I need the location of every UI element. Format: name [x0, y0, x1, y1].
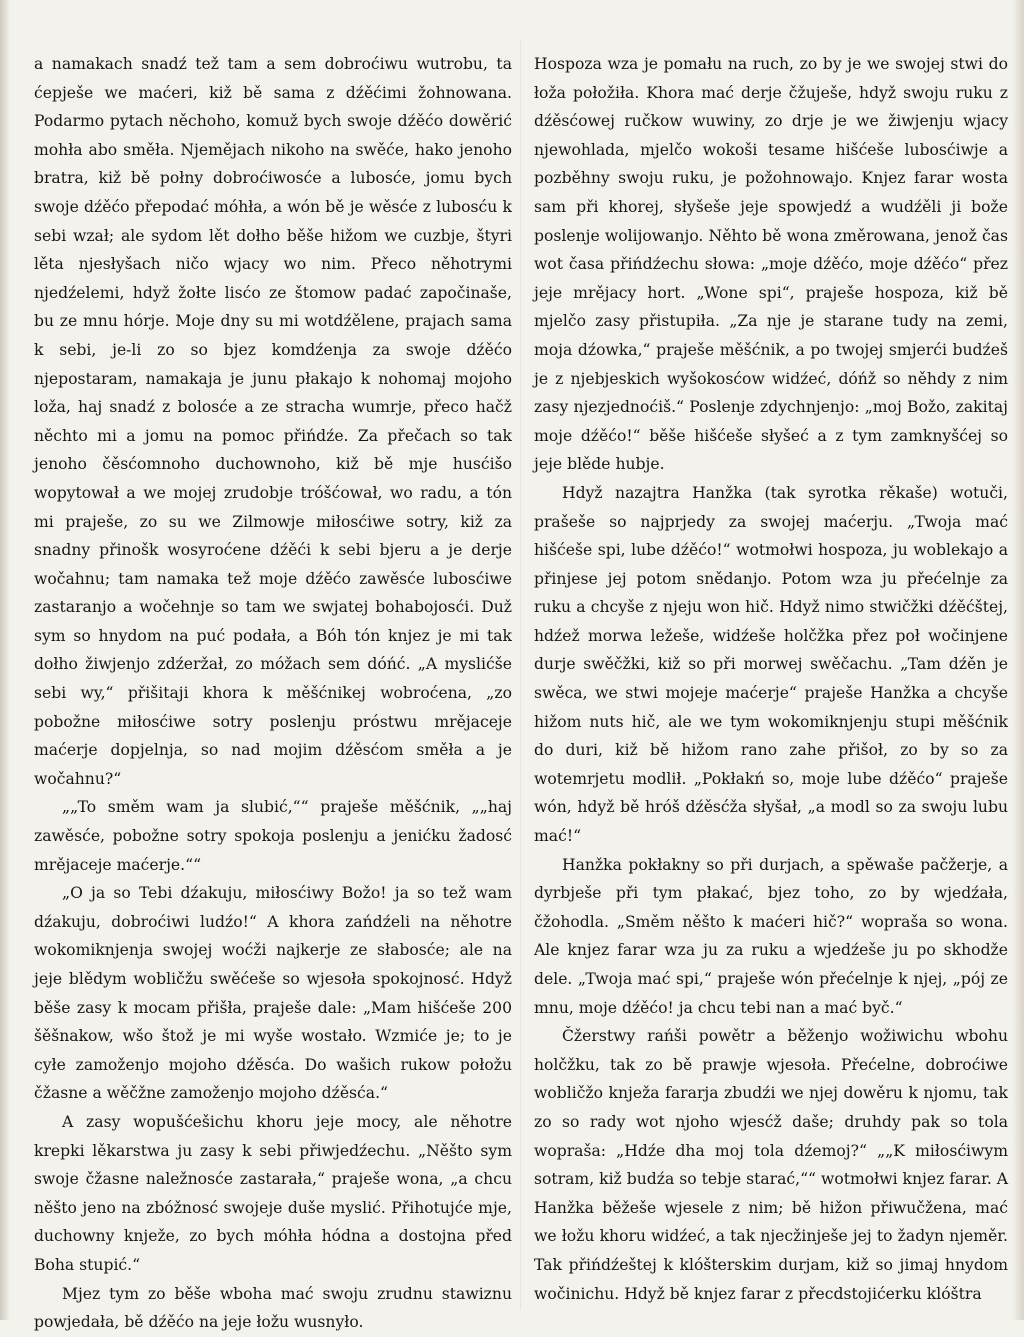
- paragraph: Čžerstwy rańši powětr a běženjo wožiwichu wbohu holčžku, tak zo bě prawje wjesoła. Přećelne, dobroćiwe wobličžo knježa fararja zbudźi we njej dowěru k njomu, tak zo so rady wot njoho wjesćž daše; druhdy pak so tola woprašа: „Hdźe dha moj tola dźemoj?“ „„K miłosćiwym sotram, kiž budźa so tebje starać,““ wotmołwi knjez farar. A Hanžka běžeše wjesele z nim; bě hižon přiwučžena, mać we łožu khoru widźeć, a tak njecžinješe jej to žadyn njeměr. Tak přińdźeštej k klóšterskim durjam, kiž so jimaj hnydom wočinichu. Hdyž bě knjez farar z přecdstojićerku klóštra: [534, 1027, 1008, 1303]
- paragraph: a namakach snadź tež tam a sem dobroćiwu wutrobu, ta ćepješe we maćeri, kiž bě sama z dźěćimi žohnowana. Podarmo pytach něchoho, komuž bych swoje dźěćo dowěrić mohła abo směła. Njemějach nikoho na swěće, hako jenoho bratra, kiž bě połny dobroćiwosće a lubosće, jomu bych swoje dźěćo přepodać móhła, a wón bě je wěsće z lubosću k sebi wzał; ale sydom lět dołho běše hižom we cuzbje, štyri lěta njesłyšach ničo wjacy wo nim. Přeco něhotrymi njedźelemi, hdyž žołte lisćo ze štomow padać započinaše, bu ze mnu hórje. Moje dny su mi wotdźělene, prajach sama k sebi, je-li zo so bjez komdźenja za swoje dźěćo njepostaram, namakaja je junu płakajo k nohomaj mojoho loža, haj snadź z bolosće a ze stracha wumrje, přeco hačž něchto mi a jomu na pomoc přińdźe. Za přečach so tak jenoho čěsćomnoho duchownoho, kiž bě mje husćišo wopytował a we mojej zrudobje tróšćował, wo radu, a tón mi praješe, zo su we Zilmowje miłosćiwe sotry, kiž za snadny přinošk wosyroćene dźěći k sebi bjeru a je derje wočahnu; tam namaka tež moje dźěćo zawěsće lubosćiwe zastaranjo a wočehnje so tam we swjatej bohabojosći. Duž sym so hnydom na puć podała, a Bóh tón knjez je mi tak dołho žiwjenjo zdźeržał, zo móžach sem dóńć. „A myslićše sebi wy,“ přišitaji khora k měšćnikej wobroćena, „zo pobožne miłosćiwe sotry poslenju próstwu mrějaceje maćerje dopjelnja, so nad mojim dźěsćom směła a je wočahnu?“: [34, 55, 512, 788]
- left-column: [34, 50, 512, 1337]
- paragraph: „O ja so Tebi dźakuju, miłosćiwy Božo! ja so tež wam dźakuju, dobroćiwi ludźo!“ A khora zańdźeli na něhotre wokomiknjenja swojej woćži najkerje ze słabosće; ale na jeje blědym wobličžu swěćeše so wjesoła spokojnosć. Hdyž běše zasy k mocam přišła, praješe dale: „Mam hišćeše 200 šěšnakow, wšo štož je mi wyše wostało. Wzmiće je; to je cyłe zamoženjo mojoho dźěsća. Do wašich rukow połožu čžasne a wěčžne zamoženjo mojoho dźěsća.“: [34, 884, 512, 1103]
- paragraph: A zasy wopušćešichu khoru jeje mocy, ale něhotre krepki lěkarstwa ju zasy k sebi přiwjedźechu. „Něšto sym swoje čžasne naležnosće zastarała,“ praješe wona, „a chcu něšto jeno na zbóžnosć swojeje duše myslić. Přihotujće mje, duchowny knježe, zo bych móhła hódna a dostojna před Boha stupić.“: [34, 1112, 512, 1274]
- page-edge-left: [0, 0, 10, 1320]
- right-column: [534, 50, 1008, 1308]
- paragraph: Mjez tym zo běše wboha mać swoju zrudnu stawiznu powjedała, bě dźěćo na jeje łožu wusnyło.: [34, 1284, 512, 1332]
- paragraph: Hospoza wza je pomału na ruch, zo by je we swojej stwi do łoža połožiła. Khora mać derje čžuješe, hdyž swoju ruku z dźěsćowej ručkow wuwiny, zo drje je we žiwjenju wjacy njewohlada, mjelčo wokoši tesame hišćeše lubosćiwje a pozběhny swoju ruku, je požohnowajo. Knjez farar wosta sam při khorej, słyšeše jeje spowjedź a wudźěli ji bože poslenje wolijowanjo. Něhto bě wona změrowana, jenož čas wot časa přińdźechu słowa: „moje dźěćo, moje dźěćo“ přez jeje mrějacy hort. „Wone spi“, praješe hospoza, kiž bě mjelčo zasy přistupiła. „Za nje je starane tudy na zemi, moja dźowka,“ praješe měšćnik, a po twojej smjerći budźeš je z njebjeskich wyšokosćow widźeć, dóńž so něhdy z nim zasy njezjednoćiš.“ Poslenje zdychnjenjo: „moj Božo, zakitaj moje dźěćo!“ běše hišćeše słyšeć a z tym zamknyšćej so jeje blěde hubje.: [534, 55, 1008, 474]
- paragraph: Hdyž nazajtra Hanžka (tak syrotka rěkaše) wotuči, prašeše so najprjedy za swojej maćerju. „Twoja mać hišćeše spi, lube dźěćo!“ wotmołwi hospoza, ju woblekajo a přinjese jej potom snědanjo. Potom wza ju přećelnje za ruku a chcyše z njeju won hič. Hdyž nimo stwičžki dźěćštej, hdźež morwa ležeše, widźeše holčžka přez poł wočinjene durje swěčžki, kiž so při morwej swěčachu. „Tam dźěn je swěca, we stwi mojeje maćerje“ praješe Hanžka a chcyše hižom nuts hič, ale we tym wokomiknjenju stupi měšćnik do duri, kiž bě hižom rano zahe přišoł, zo by so za wotemrjetu modlił. „Pokłakń so, moje lube dźěćo“ praješe wón, hdyž bě hróš dźěsćža słyšał, „a modl so za swoju lubu mać!“: [534, 483, 1008, 846]
- paragraph: Hanžka pokłakny so při durjach, a spěwaše pačžerje, a dyrbješe při tym płakać, bjez toho, zo by wjedźała, čžohodla. „Směm něšto k maćeri hič?“ wopraša so wona. Ale knjez farar wza ju za ruku a wjedźeše ju po skhodže dele. „Twoja mać spi,“ praješe wón přećelnje k njej, „pój ze mnu, moje dźěćo! ja chcu tebi nan a mać byč.“: [534, 855, 1008, 1017]
- paragraph: „„To směm wam ja slubić,““ praješe měšćnik, „„haj zawěsće, pobožne sotry spokoja poslenju a jenićku žadosć mrějaceje maćerje.““: [34, 798, 512, 874]
- column-gutter: [520, 40, 521, 1310]
- page-edge-right: [1012, 0, 1024, 1320]
